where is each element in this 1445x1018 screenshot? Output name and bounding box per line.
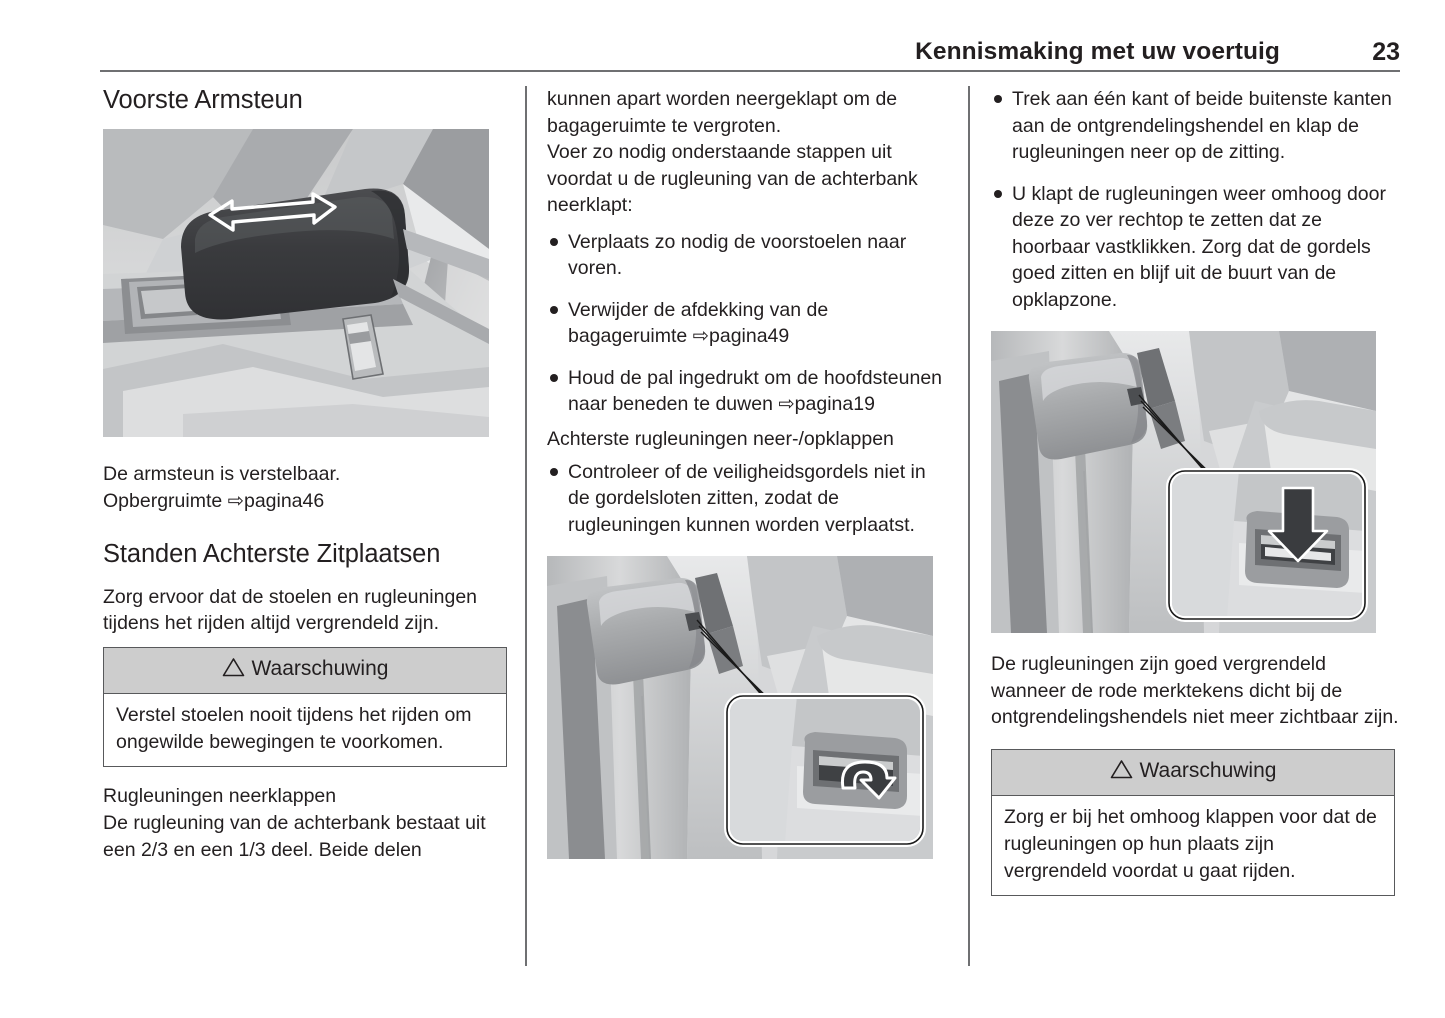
figure-rear-seat-lever — [547, 556, 933, 859]
list-item: Houd de pal ingedrukt om de hoofdsteunen naar beneden te duwen ⇨pagina19 — [547, 365, 951, 418]
list-item: U klapt de rugleuningen weer omhoog door deze zo ver rechtop te zetten dat ze hoorbaar vastklikken. Zorg dat de gordels goed zitten en blijf uit de buurt van de opklapzone. — [991, 181, 1401, 314]
warning-body-right: Zorg er bij het omhoog klappen voor dat de rugleuningen op hun plaats zijn vergrendeld voordat u gaat rijden. — [1004, 805, 1377, 882]
warning-heading-text-left: Waarschuwing — [251, 656, 389, 680]
rear-seat-lever-illustration — [547, 556, 933, 859]
rear-seat-press-illustration — [991, 331, 1376, 633]
section-title-voorste-armsteun: Voorste Armsteun — [103, 86, 303, 114]
figure-armrest — [103, 129, 489, 437]
bullet-list-voorbereiding — [547, 229, 951, 418]
warning-body-left: Verstel stoelen nooit tijdens het rijden om ongewilde bewegingen te voorkomen. — [116, 703, 472, 753]
warning-box-left — [103, 647, 507, 767]
callout-inset-press — [1169, 471, 1365, 619]
figure-rear-seat-press — [991, 331, 1376, 633]
page-number: 23 — [1372, 38, 1400, 66]
bullet-list-gordels — [547, 459, 951, 539]
paragraph-stappen-neerklappen: Voer zo nodig onderstaande stappen uit voordat u de rugleuning van de achterbank neerklapt: — [547, 141, 918, 216]
armrest-illustration — [103, 129, 489, 437]
column-divider-1 — [525, 86, 527, 966]
list-item: Controleer of de veiligheidsgordels niet in de gordelsloten zitten, zodat de rugleuningen kunnen worden verplaatst. — [547, 459, 951, 539]
callout-inset-lever — [727, 696, 923, 844]
column-right — [991, 86, 1401, 896]
armrest-line-1: De armsteun is verstelbaar. — [103, 463, 341, 486]
list-item: Trek aan één kant of beide buitenste kanten aan de ontgrendelingshendel en klap de rugleuningen neer op de zitting. — [991, 86, 1401, 166]
paragraph-rode-merktekens: De rugleuningen zijn goed vergrendeld wanneer de rode merktekens dicht bij de ontgrendelingshendels niet meer zichtbaar zijn. — [991, 653, 1399, 728]
warning-triangle-icon — [222, 657, 245, 683]
warning-header-right — [992, 750, 1394, 796]
list-item: Verplaats zo nodig de voorstoelen naar voren. — [547, 229, 951, 282]
paragraph-stoelen-vergrendeld: Zorg ervoor dat de stoelen en rugleuningen tijdens het rijden altijd vergrendeld zijn. — [103, 585, 478, 635]
paragraph-armrest-adjustable — [103, 461, 507, 514]
warning-box-right — [991, 749, 1395, 896]
warning-header-left — [104, 648, 506, 694]
armrest-line-2: Opbergruimte ⇨pagina46 — [103, 489, 325, 512]
paragraph-rugleuning-delen: De rugleuning van de achterbank bestaat uit een 2/3 en een 1/3 deel. Beide delen — [103, 812, 486, 861]
subtitle-rugleuningen-neerklappen: Rugleuningen neerklappen — [103, 784, 337, 807]
warning-triangle-icon — [1110, 759, 1133, 785]
paragraph-bagageruimte-vergroten: kunnen apart worden neergeklapt om de bagageruimte te vergroten. — [547, 88, 898, 137]
page-title: Kennismaking met uw voertuig — [915, 38, 1280, 65]
bullet-list-ontgrendeling — [991, 86, 1401, 313]
column-left — [103, 86, 507, 863]
warning-heading-text-right: Waarschuwing — [1139, 758, 1277, 782]
list-item: Verwijder de afdekking van de bagageruimte ⇨pagina49 — [547, 297, 951, 350]
column-middle — [547, 86, 951, 859]
section-title-standen-achterste-zitplaatsen: Standen Achterste Zitplaatsen — [103, 540, 441, 569]
page-header — [100, 38, 1400, 72]
subtitle-achterste-rugleuningen: Achterste rugleuningen neer-/opklappen — [547, 427, 894, 450]
header-rule — [100, 70, 1400, 72]
column-divider-2 — [968, 86, 970, 966]
